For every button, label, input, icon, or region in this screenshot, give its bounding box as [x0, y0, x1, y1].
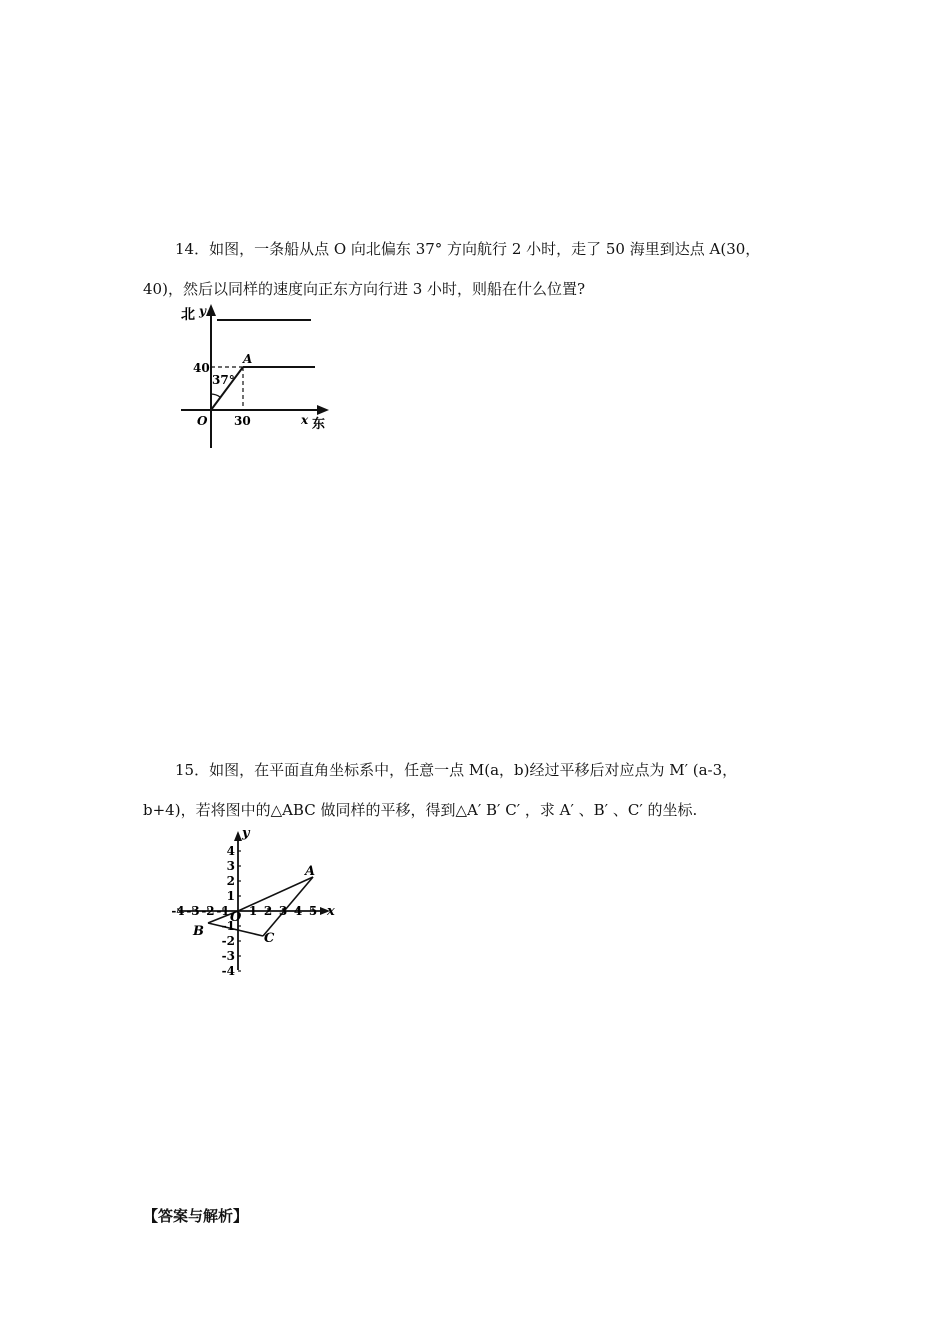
- origin-label: O: [230, 910, 242, 925]
- origin-label: O: [197, 414, 208, 428]
- north-label: 北: [181, 307, 195, 323]
- x-tick-label: -4: [171, 904, 185, 918]
- y-tick-label: -2: [221, 934, 235, 948]
- y-tick-label: -3: [221, 949, 235, 963]
- question-14-line-2: 40)，然后以同样的速度向正东方向行进 3 小时，则船在什么位置?: [143, 280, 586, 298]
- angle-arc: [211, 394, 220, 397]
- y-axis-label: y: [242, 826, 250, 841]
- angle-label: 37°: [212, 373, 235, 387]
- east-label: 东: [312, 417, 326, 432]
- question-15: [143, 750, 823, 830]
- x-axis-label: x: [327, 904, 335, 919]
- x-tick-label: 4: [293, 904, 303, 918]
- x-axis-label: x: [301, 413, 309, 427]
- x-tick-label: 3: [278, 904, 288, 918]
- x-tick-label: -1: [216, 904, 230, 918]
- y-tick-label: 1: [226, 889, 235, 903]
- vertex-c-label: C: [264, 931, 275, 946]
- question-14-line-1: 14．如图，一条船从点 O 向北偏东 37° 方向航行 2 小时，走了 50 海里到达点 A(30，: [175, 240, 761, 258]
- point-a-label: A: [243, 352, 253, 366]
- question-14: [143, 229, 823, 309]
- y-tick-label: 3: [226, 859, 235, 873]
- x-value-label: 30: [234, 414, 251, 428]
- y-tick-label: 4: [226, 844, 235, 858]
- x-tick-label: 5: [308, 904, 318, 918]
- y-axis-arrow: [234, 831, 242, 841]
- y-value-label: 40: [193, 361, 210, 375]
- y-axis-label: y: [199, 304, 206, 318]
- x-tick-label: -2: [201, 904, 215, 918]
- x-tick-label: -3: [186, 904, 200, 918]
- y-tick-label: -1: [221, 919, 235, 933]
- x-tick-label: 1: [248, 904, 258, 918]
- y-axis-arrow: [206, 304, 216, 316]
- answers-heading: 【答案与解析】: [143, 1207, 249, 1225]
- x-axis-arrow: [317, 405, 329, 415]
- x-tick-label: 2: [263, 904, 273, 918]
- figure-14-ship-diagram: [175, 300, 345, 450]
- question-15-line-2: b+4)，若将图中的△ABC 做同样的平移，得到△A′ B′ C′ ，求 A′ 、B′ 、C′ 的坐标.: [143, 801, 698, 819]
- y-tick-label: 2: [226, 874, 235, 888]
- y-tick-label: -4: [221, 964, 235, 978]
- vertex-a-label: A: [305, 864, 316, 879]
- figure-15-coordinate-plane: [171, 825, 345, 978]
- question-15-line-1: 15．如图，在平面直角坐标系中，任意一点 M(a，b)经过平移后对应点为 M′ (a-3，: [175, 761, 738, 779]
- vertex-b-label: B: [193, 924, 204, 939]
